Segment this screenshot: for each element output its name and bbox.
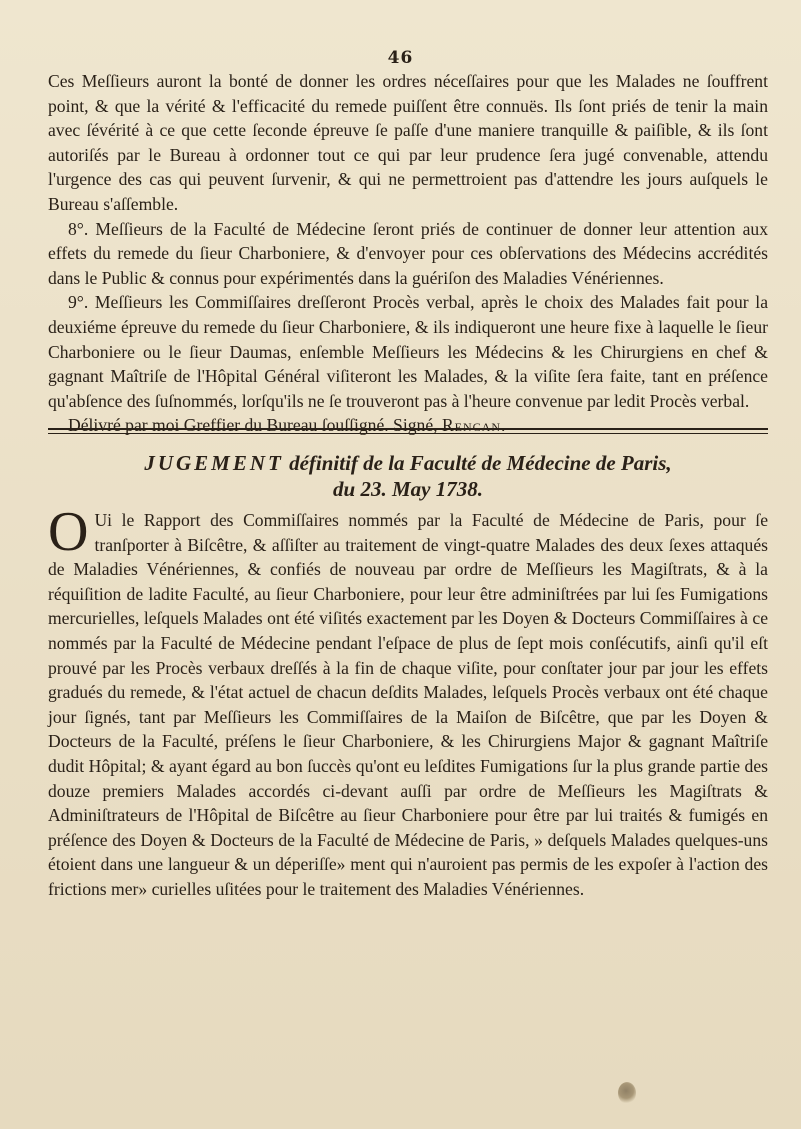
paragraph: Ces Meſſieurs auront la bonté de donner les ordres néceſſaires pour que les Malades ne ſouffrent point, & que la vérité & l'efficacité du remede puiſſent être connuës. Ils ſont priés de tenir la main avec ſévérité à ce que cette ſeconde épreuve ſe paſſe d'une maniere tranquille & paiſible, & ils ſont autoriſés par le Bureau à ordonner tout ce qui par leur prudence ſera jugé convenable, attendu l'urgence des cas qui peuvent ſurvenir, & qui ne permettroient pas d'attendre les jours auſquels le Bureau s'aſſemble. <box>48 71 768 214</box>
signer-name: Rencan. <box>441 415 507 436</box>
main-text-block <box>48 501 768 902</box>
delivery-text: Délivré par moi Greffier du Bureau ſouſſigné. Signé, <box>68 415 438 436</box>
ink-blot-mark <box>618 1082 636 1104</box>
paragraph-body: Ui le Rapport des Commiſſaires nommés par la Faculté de Médecine de Paris, pour ſe tranſporter à Biſcêtre, & aſſiſter au traitement de vingt-quatre Malades des deux ſexes attaqués de Maladies Vénériennes, & confiés de nouveau par ordre de Meſſieurs les Magiſtrats, & à la réquiſition de ladite Faculté, au ſieur Charboniere, pour leur être adminiſtrées par lui ſes Fumigations mercurielles, leſquels Malades ont été viſités exactement par les Doyen & Docteurs Commiſſaires à ce nommés par la Faculté de Médecine pendant l'eſpace de plus de ſept mois conſécutifs, ainſi qu'il eſt prouvé par les Procès verbaux dreſſés à la fin de chaque viſite, pour conſtater jour par jour les effets gradués du remede, & l'état actuel de chacun deſdits Malades, leſquels Procès verbaux ont été chaque jour ſignés, tant par Meſſieurs les Commiſſaires de la Maiſon de Biſcêtre, que par les Doyen & Docteurs de la Faculté, préſens le ſieur Charboniere, & les Chirurgiens Major & gagnant Maîtriſe dudit Hôpital; & ayant égard au bon ſuccès qu'ont eu leſdites Fumigations ſur la plus grande partie des douze premiers Malades accordés ci-devant auſſi par ordre de Meſſieurs les Magiſtrats & Adminiſtrateurs de l'Hôpital de Biſcêtre au ſieur Charboniere pour être par lui traités & fumigés en préſence des Doyen & Docteurs de la Faculté de Médecine de Paris, » deſquels Malades quelques-uns étoient dans une langueur & un déperiſſe» ment qui n'auroient pas permis de les expoſer à l'action des frictions mer» curielles uſitées pour le traitement des Maladies Vénériennes. <box>48 510 768 899</box>
heading-emphasis: JUGEMENT <box>144 451 284 475</box>
delivery-line <box>48 413 768 438</box>
heading-rest: définitif de la Faculté de Médecine de Paris, <box>289 451 672 475</box>
section-heading <box>48 450 768 502</box>
paragraph: 9°. Meſſieurs les Commiſſaires dreſſeront Procès verbal, après le choix des Malades fait pour la deuxiéme épreuve du remede du ſieur Charboniere, & ils indiqueront une heure fixe à laquelle le ſieur Charboniere ou le ſieur Daumas, enſemble Meſſieurs les Médecins & les Chirurgiens en chef & gagnant Maîtriſe de l'Hôpital Général viſiteront les Malades, & la viſite ſera faite, tant en préſence qu'abſence des ſuſnommés, lorſqu'ils ne ſe trouveront pas à l'heure convenue par ledit Procès verbal. <box>48 292 768 411</box>
top-text-block <box>48 69 768 438</box>
drop-cap: O <box>48 501 89 563</box>
heading-line-2: du 23. May 1738. <box>333 477 483 501</box>
heading-line-1 <box>48 450 768 476</box>
paragraph: 8°. Meſſieurs de la Faculté de Médecine ſeront priés de continuer de donner leur attention aux effets du remede du ſieur Charboniere, & d'envoyer pour ces obſervations des Médecins accrédités dans le Public & connus pour expérimentés dans la guériſon des Maladies Vénériennes. <box>48 218 768 288</box>
section-divider <box>48 428 768 434</box>
paragraph <box>48 501 768 902</box>
page-number: 46 <box>387 48 414 68</box>
